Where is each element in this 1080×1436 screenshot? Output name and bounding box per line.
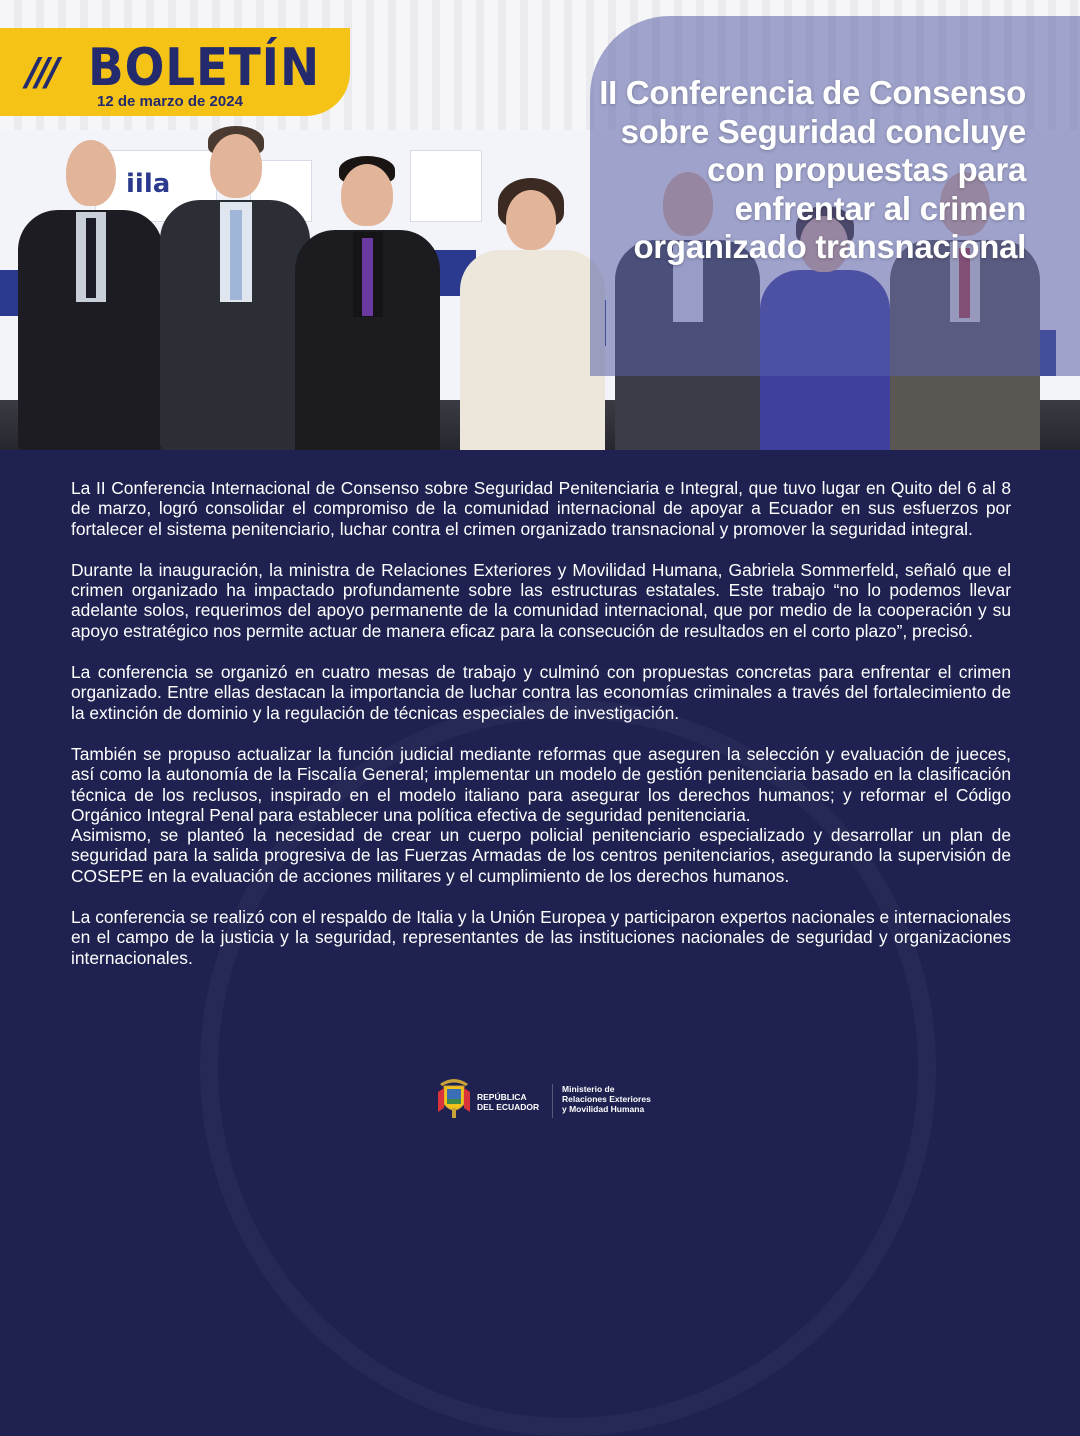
article-paragraph: La conferencia se realizó con el respaldo de Italia y la Unión Europea y participaron expertos nacionales e internacionales en el campo de la justicia y la seguridad, representantes de las instituciones nacionales de seguridad y organizaciones internacionales. — [71, 907, 1011, 968]
headline: II Conferencia de Consenso sobre Seguridad concluye con propuestas para enfrentar al crimen organizado transnacional — [599, 74, 1026, 265]
article-paragraph: La conferencia se organizó en cuatro mesas de trabajo y culminó con propuestas concretas para enfrentar el crimen organizado. Entre ellas destacan la importancia de luchar contra las economías criminales a través del fortalecimiento de la extinción de dominio y la regulación de técnicas especiales de investigación. — [71, 662, 1011, 723]
footer-logos — [436, 1074, 676, 1122]
backdrop-logo-tile — [410, 150, 482, 222]
article-paragraph: La II Conferencia Internacional de Consenso sobre Seguridad Penitenciaria e Integral, que tuvo lugar en Quito del 6 al 8 de marzo, logró consolidar el compromiso de la comunidad internacional de apoyar a Ecuador en sus esfuerzos por fortalecer el sistema penitenciario, luchar contra el crimen organizado transnacional y promover la seguridad integral. — [71, 478, 1011, 539]
republica-label: REPÚBLICA DEL ECUADOR — [477, 1092, 540, 1112]
coat-of-arms-icon — [436, 1074, 472, 1120]
badge-title: BOLETÍN — [88, 38, 321, 98]
iila-logo-text: iila — [126, 169, 171, 199]
footer-divider — [552, 1084, 553, 1118]
boletin-badge — [0, 28, 350, 116]
slashes-mark: /// — [26, 50, 56, 94]
article-body — [71, 478, 1011, 989]
ministerio-label: Ministerio de Relaciones Exteriores y Movilidad Humana — [562, 1084, 651, 1114]
article-paragraph: Durante la inauguración, la ministra de Relaciones Exteriores y Movilidad Humana, Gabriela Sommerfeld, señaló que el crimen organizado ha impactado profundamente sobre las estructuras estatales. Este trabajo “no lo podemos llevar adelante solos, requerimos del apoyo permanente de la comunidad internacional, que por medio de la cooperación y su apoyo estratégico nos permite actuar de manera eficaz para la consecución de resultados en el corto plazo”, precisó. — [71, 559, 1011, 641]
article-paragraph: También se propuso actualizar la función judicial mediante reformas que aseguren la selección y evaluación de jueces, así como la autonomía de la Fiscalía General; implementar un modelo de gestión penitenciaria basado en la clasificación técnica de los reclusos, inspirado en el modelo italiano para asegurar los derechos humanos; y reformar el Código Orgánico Integral Penal para establecer una política efectiva de seguridad penitenciaria. — [71, 743, 1011, 825]
article-paragraph: Asimismo, se planteó la necesidad de crear un cuerpo policial penitenciario especializado y desarrollar un plan de seguridad para la salida progresiva de las Fuerzas Armadas de los centros penitenciarios, asegurando la supervisión de COSEPE en la evaluación de acciones militares y el cumplimiento de los derechos humanos. — [71, 825, 1011, 886]
badge-date: 12 de marzo de 2024 — [97, 93, 243, 110]
